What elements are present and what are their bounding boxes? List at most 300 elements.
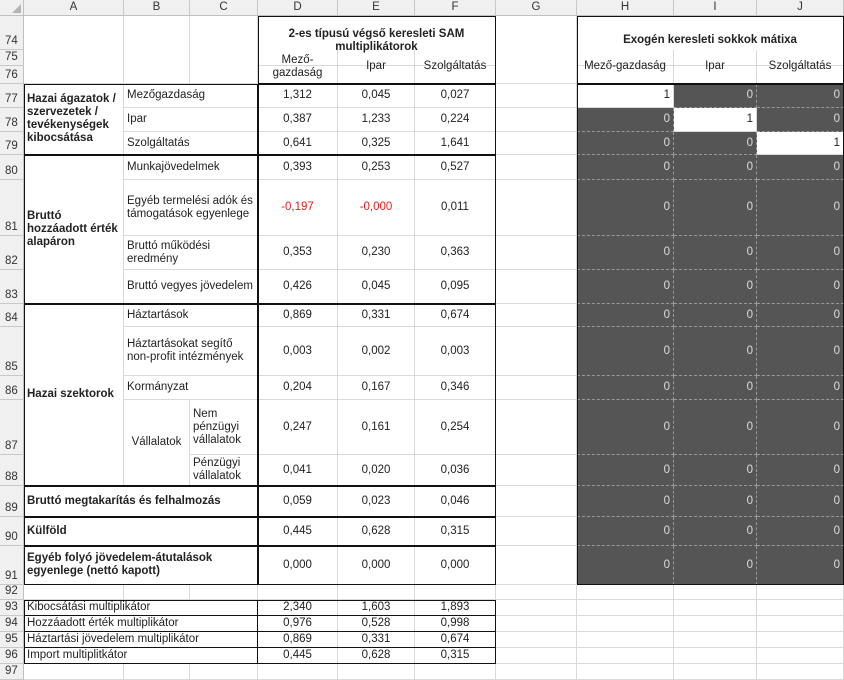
sam-value-r80-c2[interactable] xyxy=(415,155,496,180)
sam-value-r88-c1[interactable] xyxy=(338,455,415,486)
column-header-A[interactable] xyxy=(24,0,124,16)
sam-value-r88-c0-text: 0,041 xyxy=(283,463,312,476)
row-header-74[interactable] xyxy=(0,16,24,50)
cell-G84[interactable] xyxy=(496,304,577,327)
row-label-78[interactable] xyxy=(124,108,258,132)
cell-G74[interactable] xyxy=(496,16,577,84)
shock-value-r86-c1[interactable] xyxy=(674,376,757,400)
sam-value-r83-c1[interactable] xyxy=(338,270,415,304)
mult-value-2-0-text: 0,869 xyxy=(283,633,312,645)
shock-value-r81-c2[interactable] xyxy=(757,180,844,236)
sam-value-r87-c2[interactable] xyxy=(415,400,496,455)
cell-I95[interactable] xyxy=(674,632,757,648)
shock-value-r77-c2[interactable] xyxy=(757,84,844,108)
sam-value-r84-c0[interactable] xyxy=(258,304,338,327)
cell-A74[interactable] xyxy=(24,16,124,84)
row-header-79[interactable] xyxy=(0,132,24,155)
row-header-94[interactable] xyxy=(0,616,24,632)
row-header-91-text: 91 xyxy=(5,570,18,582)
row-header-82[interactable] xyxy=(0,236,24,270)
shock-value-r86-c0-text: 0 xyxy=(663,381,670,393)
mult-value-3-2-text: 0,315 xyxy=(440,649,470,661)
row-header-88-text: 88 xyxy=(5,471,18,483)
sam-col-head-2[interactable] xyxy=(415,50,496,84)
group-brutto[interactable] xyxy=(24,155,124,304)
cell-F97[interactable] xyxy=(415,664,496,680)
cell-H96[interactable] xyxy=(577,648,674,664)
shock-value-r81-c1[interactable] xyxy=(674,180,757,236)
sam-value-r77-c0-text: 1,312 xyxy=(283,89,312,101)
cell-G89[interactable] xyxy=(496,486,577,517)
shock-value-r81-c0-text: 0 xyxy=(663,201,670,213)
cell-H93[interactable] xyxy=(577,600,674,616)
sam-value-r90-c1[interactable] xyxy=(338,517,415,546)
sam-value-r78-c1[interactable] xyxy=(338,108,415,132)
row-header-91[interactable] xyxy=(0,546,24,585)
shock-value-r88-c0-text: 0 xyxy=(663,463,670,476)
cell-I92[interactable] xyxy=(674,585,757,600)
row-label-83-text: Bruttó vegyes jövedelem xyxy=(127,280,253,292)
group-hazai[interactable] xyxy=(24,84,124,155)
shock-value-r84-c2[interactable] xyxy=(757,304,844,327)
shock-value-r88-c2[interactable] xyxy=(757,455,844,486)
mult-value-1-0[interactable] xyxy=(258,616,338,632)
cell-H94[interactable] xyxy=(577,616,674,632)
group-hazai-text: Hazai ágazatok / szervezetek / tevékenységek kibocsátása xyxy=(27,93,116,144)
cell-J92[interactable] xyxy=(757,585,844,600)
row-header-90[interactable] xyxy=(0,517,24,546)
cell-G97[interactable] xyxy=(496,664,577,680)
column-header-B[interactable] xyxy=(124,0,190,16)
cell-G90[interactable] xyxy=(496,517,577,546)
shock-value-r85-c1-text: 0 xyxy=(746,344,753,357)
shock-value-r77-c1[interactable] xyxy=(674,84,757,108)
column-header-D[interactable] xyxy=(258,0,338,16)
row-header-77[interactable] xyxy=(0,84,24,108)
shock-value-r84-c1[interactable] xyxy=(674,304,757,327)
shock-value-r91-c2[interactable] xyxy=(757,546,844,585)
cell-B92[interactable] xyxy=(124,585,190,600)
shock-value-r86-c2[interactable] xyxy=(757,376,844,400)
shock-value-r77-c1-text: 0 xyxy=(746,89,753,101)
cell-G81[interactable] xyxy=(496,180,577,236)
row-label-88[interactable] xyxy=(190,455,258,486)
mult-value-1-2[interactable] xyxy=(415,616,496,632)
mult-value-3-1[interactable] xyxy=(338,648,415,664)
shock-value-r90-c2[interactable] xyxy=(757,517,844,546)
sam-title-text: 2-es típusú végső keresleti SAM multiplikátorok xyxy=(288,27,465,53)
row-header-95-text: 95 xyxy=(5,633,18,645)
shock-value-r85-c2[interactable] xyxy=(757,327,844,376)
cell-G77[interactable] xyxy=(496,84,577,108)
shock-value-r84-c2-text: 0 xyxy=(833,308,840,321)
sam-value-r89-c2[interactable] xyxy=(415,486,496,517)
shock-col-head-1[interactable] xyxy=(674,50,757,84)
cell-G78[interactable] xyxy=(496,108,577,132)
shock-value-r91-c1[interactable] xyxy=(674,546,757,585)
sam-value-r80-c1[interactable] xyxy=(338,155,415,180)
shock-value-r82-c0-text: 0 xyxy=(663,246,670,258)
cell-G86[interactable] xyxy=(496,376,577,400)
column-header-G-text: G xyxy=(531,1,541,13)
sam-value-r81-c2[interactable] xyxy=(415,180,496,236)
row-header-88[interactable] xyxy=(0,455,24,486)
sam-value-r87-c1-text: 0,161 xyxy=(361,420,391,433)
mult-value-0-1[interactable] xyxy=(338,600,415,616)
row-label-83[interactable] xyxy=(124,270,258,304)
sam-value-r86-c2-text: 0,346 xyxy=(440,381,470,393)
shock-value-r85-c1[interactable] xyxy=(674,327,757,376)
row-header-81[interactable] xyxy=(0,180,24,236)
shock-value-r83-c1[interactable] xyxy=(674,270,757,304)
sam-value-r91-c0-text: 0,000 xyxy=(283,558,312,571)
cell-J93[interactable] xyxy=(757,600,844,616)
cell-I97[interactable] xyxy=(674,664,757,680)
mult-value-3-2[interactable] xyxy=(415,648,496,664)
cell-J96[interactable] xyxy=(757,648,844,664)
sam-value-r91-c2-text: 0,000 xyxy=(440,558,470,571)
mult-value-0-1-text: 1,603 xyxy=(361,601,391,613)
row-header-84[interactable] xyxy=(0,304,24,327)
row-header-80[interactable] xyxy=(0,155,24,180)
row-header-94-text: 94 xyxy=(5,617,18,629)
shock-value-r79-c0[interactable] xyxy=(577,132,674,155)
group-kulfold[interactable] xyxy=(24,517,258,546)
label-vallalatok-text: Vállalatok xyxy=(131,436,182,448)
sam-value-r82-c1[interactable] xyxy=(338,236,415,270)
row-header-93[interactable] xyxy=(0,600,24,616)
shock-value-r80-c2-text: 0 xyxy=(833,160,840,173)
sam-value-r87-c1[interactable] xyxy=(338,400,415,455)
shock-value-r90-c0[interactable] xyxy=(577,517,674,546)
cell-A92[interactable] xyxy=(24,585,124,600)
row-label-85[interactable] xyxy=(124,327,258,376)
sam-value-r84-c2[interactable] xyxy=(415,304,496,327)
shock-value-r91-c0[interactable] xyxy=(577,546,674,585)
row-label-87[interactable] xyxy=(190,400,258,455)
mult-value-1-0-text: 0,976 xyxy=(283,617,312,629)
sam-value-r89-c0[interactable] xyxy=(258,486,338,517)
cell-G91[interactable] xyxy=(496,546,577,585)
shock-value-r88-c2-text: 0 xyxy=(833,463,840,476)
sam-value-r91-c1[interactable] xyxy=(338,546,415,585)
sam-value-r86-c2[interactable] xyxy=(415,376,496,400)
sam-value-r90-c2-text: 0,315 xyxy=(440,524,470,537)
row-header-76-text: 76 xyxy=(5,69,18,81)
mult-value-2-1[interactable] xyxy=(338,632,415,648)
shock-value-r78-c0[interactable] xyxy=(577,108,674,132)
cell-G92[interactable] xyxy=(496,585,577,600)
row-label-77[interactable] xyxy=(124,84,258,108)
cell-E92[interactable] xyxy=(338,585,415,600)
cell-G79[interactable] xyxy=(496,132,577,155)
sam-value-r84-c1[interactable] xyxy=(338,304,415,327)
sam-value-r83-c2[interactable] xyxy=(415,270,496,304)
cell-I96[interactable] xyxy=(674,648,757,664)
cell-D97[interactable] xyxy=(258,664,338,680)
row-label-81[interactable] xyxy=(124,180,258,236)
group-egyeb-text: Egyéb folyó jövedelem-átutalások egyenlege (nettó kapott) xyxy=(27,552,213,577)
cell-C92[interactable] xyxy=(190,585,258,600)
shock-value-r77-c2-text: 0 xyxy=(833,89,840,101)
mult-value-0-0-text: 2,340 xyxy=(283,601,312,613)
mult-label-0[interactable] xyxy=(24,600,258,616)
shock-value-r83-c0-text: 0 xyxy=(663,280,670,292)
sam-value-r88-c0[interactable] xyxy=(258,455,338,486)
cell-F92[interactable] xyxy=(415,585,496,600)
cell-G87[interactable] xyxy=(496,400,577,455)
row-header-92-text: 92 xyxy=(5,585,18,597)
group-szektorok-text: Hazai szektorok xyxy=(27,388,114,400)
cell-J94[interactable] xyxy=(757,616,844,632)
cell-G83[interactable] xyxy=(496,270,577,304)
column-header-J[interactable] xyxy=(757,0,844,16)
mult-value-3-0[interactable] xyxy=(258,648,338,664)
sam-value-r81-c1[interactable] xyxy=(338,180,415,236)
cell-G96[interactable] xyxy=(496,648,577,664)
mult-value-1-1[interactable] xyxy=(338,616,415,632)
shock-value-r86-c0[interactable] xyxy=(577,376,674,400)
shock-value-r81-c1-text: 0 xyxy=(746,201,753,213)
column-header-A-text: A xyxy=(69,1,78,13)
shock-value-r87-c2[interactable] xyxy=(757,400,844,455)
shock-value-r79-c2[interactable] xyxy=(757,132,844,155)
mult-value-2-0[interactable] xyxy=(258,632,338,648)
row-header-75-text: 75 xyxy=(5,51,18,63)
sam-value-r90-c0[interactable] xyxy=(258,517,338,546)
row-header-82-text: 82 xyxy=(5,255,18,267)
sam-value-r91-c2[interactable] xyxy=(415,546,496,585)
sam-value-r86-c0[interactable] xyxy=(258,376,338,400)
row-header-95[interactable] xyxy=(0,632,24,648)
cell-E97[interactable] xyxy=(338,664,415,680)
sam-value-r83-c0[interactable] xyxy=(258,270,338,304)
sam-value-r84-c1-text: 0,331 xyxy=(361,308,391,321)
row-label-84[interactable] xyxy=(124,304,258,327)
cell-I93[interactable] xyxy=(674,600,757,616)
shock-col-head-1-text: Ipar xyxy=(705,60,725,72)
mult-label-3[interactable] xyxy=(24,648,258,664)
shock-value-r89-c1[interactable] xyxy=(674,486,757,517)
row-header-92[interactable] xyxy=(0,585,24,600)
row-header-75[interactable] xyxy=(0,50,24,66)
shock-value-r87-c0[interactable] xyxy=(577,400,674,455)
row-header-96-text: 96 xyxy=(5,649,18,661)
group-egyeb[interactable] xyxy=(24,546,258,585)
row-header-85[interactable] xyxy=(0,327,24,376)
shock-value-r84-c0[interactable] xyxy=(577,304,674,327)
select-all-corner[interactable] xyxy=(0,0,24,16)
group-felhalmozas[interactable] xyxy=(24,486,258,517)
column-header-F[interactable] xyxy=(415,0,496,16)
sam-value-r79-c0[interactable] xyxy=(258,132,338,155)
sam-value-r86-c1[interactable] xyxy=(338,376,415,400)
sam-value-r91-c0[interactable] xyxy=(258,546,338,585)
shock-title-text: Exogén keresleti sokkok mátixa xyxy=(623,34,797,46)
sam-value-r85-c2[interactable] xyxy=(415,327,496,376)
shock-value-r89-c2[interactable] xyxy=(757,486,844,517)
sam-value-r85-c0[interactable] xyxy=(258,327,338,376)
sam-value-r79-c1[interactable] xyxy=(338,132,415,155)
cell-I94[interactable] xyxy=(674,616,757,632)
row-header-77-text: 77 xyxy=(5,93,18,105)
sam-value-r85-c1[interactable] xyxy=(338,327,415,376)
shock-value-r78-c2[interactable] xyxy=(757,108,844,132)
column-header-G[interactable] xyxy=(496,0,577,16)
shock-value-r90-c1[interactable] xyxy=(674,517,757,546)
column-header-E-text: E xyxy=(372,1,380,13)
cell-J97[interactable] xyxy=(757,664,844,680)
mult-label-0-text: Kibocsátási multiplikátor xyxy=(27,601,151,613)
sam-value-r89-c1[interactable] xyxy=(338,486,415,517)
shock-value-r88-c0[interactable] xyxy=(577,455,674,486)
shock-value-r85-c0[interactable] xyxy=(577,327,674,376)
shock-value-r91-c1-text: 0 xyxy=(746,558,753,571)
row-header-81-text: 81 xyxy=(5,221,18,233)
shock-col-head-2[interactable] xyxy=(757,50,844,84)
shock-value-r89-c0[interactable] xyxy=(577,486,674,517)
cell-H92[interactable] xyxy=(577,585,674,600)
sam-value-r77-c1[interactable] xyxy=(338,84,415,108)
sam-value-r83-c1-text: 0,045 xyxy=(361,280,391,292)
row-header-96[interactable] xyxy=(0,648,24,664)
shock-value-r84-c1-text: 0 xyxy=(746,308,753,321)
shock-value-r80-c0[interactable] xyxy=(577,155,674,180)
shock-value-r87-c1[interactable] xyxy=(674,400,757,455)
shock-value-r90-c1-text: 0 xyxy=(746,524,753,537)
shock-value-r82-c1[interactable] xyxy=(674,236,757,270)
sam-value-r91-c1-text: 0,000 xyxy=(361,558,391,571)
sam-value-r80-c0[interactable] xyxy=(258,155,338,180)
sam-value-r84-c0-text: 0,869 xyxy=(283,308,312,321)
row-header-89[interactable] xyxy=(0,486,24,517)
group-szektorok[interactable] xyxy=(24,304,124,486)
shock-value-r88-c1[interactable] xyxy=(674,455,757,486)
row-header-86[interactable] xyxy=(0,376,24,400)
mult-value-0-0[interactable] xyxy=(258,600,338,616)
sam-value-r82-c2[interactable] xyxy=(415,236,496,270)
mult-label-2[interactable] xyxy=(24,632,258,648)
label-vallalatok[interactable] xyxy=(124,400,190,486)
sam-value-r84-c2-text: 0,674 xyxy=(440,308,470,321)
mult-value-2-2[interactable] xyxy=(415,632,496,648)
shock-value-r83-c0[interactable] xyxy=(577,270,674,304)
cell-C74[interactable] xyxy=(190,16,258,84)
shock-value-r81-c0[interactable] xyxy=(577,180,674,236)
column-header-H[interactable] xyxy=(577,0,674,16)
cell-G80[interactable] xyxy=(496,155,577,180)
row-label-88-text: Pénzügyi vállalatok xyxy=(193,457,241,482)
shock-value-r82-c0[interactable] xyxy=(577,236,674,270)
row-header-83[interactable] xyxy=(0,270,24,304)
sam-col-head-0[interactable] xyxy=(258,50,338,84)
row-header-80-text: 80 xyxy=(5,165,18,177)
sam-value-r78-c2[interactable] xyxy=(415,108,496,132)
sam-col-head-1[interactable] xyxy=(338,50,415,84)
row-header-76[interactable] xyxy=(0,66,24,84)
column-header-I[interactable] xyxy=(674,0,757,16)
row-label-86-text: Kormányzat xyxy=(127,381,189,393)
shock-value-r80-c2[interactable] xyxy=(757,155,844,180)
shock-value-r89-c2-text: 0 xyxy=(833,494,840,507)
column-header-C[interactable] xyxy=(190,0,258,16)
shock-value-r77-c0[interactable] xyxy=(577,84,674,108)
row-label-82[interactable] xyxy=(124,236,258,270)
shock-value-r91-c2-text: 0 xyxy=(833,558,840,571)
sam-value-r79-c2[interactable] xyxy=(415,132,496,155)
cell-D92[interactable] xyxy=(258,585,338,600)
row-header-89-text: 89 xyxy=(5,502,18,514)
cell-G82[interactable] xyxy=(496,236,577,270)
row-label-79[interactable] xyxy=(124,132,258,155)
cell-G93[interactable] xyxy=(496,600,577,616)
sam-value-r89-c1-text: 0,023 xyxy=(361,494,391,507)
shock-value-r90-c0-text: 0 xyxy=(663,524,670,537)
shock-value-r78-c2-text: 0 xyxy=(833,113,840,125)
mult-value-0-2[interactable] xyxy=(415,600,496,616)
mult-value-0-2-text: 1,893 xyxy=(440,601,470,613)
shock-value-r84-c0-text: 0 xyxy=(663,308,670,321)
sam-value-r77-c1-text: 0,045 xyxy=(361,89,391,101)
cell-G94[interactable] xyxy=(496,616,577,632)
sam-value-r79-c1-text: 0,325 xyxy=(361,136,391,149)
shock-value-r80-c1[interactable] xyxy=(674,155,757,180)
cell-H95[interactable] xyxy=(577,632,674,648)
shock-value-r85-c2-text: 0 xyxy=(833,344,840,357)
cell-J95[interactable] xyxy=(757,632,844,648)
shock-col-head-0[interactable] xyxy=(577,50,674,84)
cell-B74[interactable] xyxy=(124,16,190,84)
shock-value-r81-c2-text: 0 xyxy=(833,201,840,213)
cell-G95[interactable] xyxy=(496,632,577,648)
sam-value-r90-c2[interactable] xyxy=(415,517,496,546)
row-header-97[interactable] xyxy=(0,664,24,680)
row-header-87[interactable] xyxy=(0,400,24,455)
row-label-80[interactable] xyxy=(124,155,258,180)
shock-value-r79-c1[interactable] xyxy=(674,132,757,155)
mult-label-1[interactable] xyxy=(24,616,258,632)
cell-G85[interactable] xyxy=(496,327,577,376)
cell-A97[interactable] xyxy=(24,664,124,680)
sam-value-r87-c0[interactable] xyxy=(258,400,338,455)
row-header-78[interactable] xyxy=(0,108,24,132)
shock-value-r82-c2[interactable] xyxy=(757,236,844,270)
mult-label-3-text: Import multiplitkátor xyxy=(27,649,128,661)
sam-value-r77-c0[interactable] xyxy=(258,84,338,108)
row-label-86[interactable] xyxy=(124,376,258,400)
sam-value-r88-c2[interactable] xyxy=(415,455,496,486)
shock-value-r83-c2[interactable] xyxy=(757,270,844,304)
row-header-78-text: 78 xyxy=(5,117,18,129)
sam-value-r80-c1-text: 0,253 xyxy=(361,160,391,173)
cell-G88[interactable] xyxy=(496,455,577,486)
shock-value-r78-c1[interactable] xyxy=(674,108,757,132)
shock-value-r78-c1-text: 1 xyxy=(746,113,753,125)
column-header-E[interactable] xyxy=(338,0,415,16)
sam-value-r77-c2[interactable] xyxy=(415,84,496,108)
cell-C97[interactable] xyxy=(190,664,258,680)
sam-value-r82-c2-text: 0,363 xyxy=(440,246,470,258)
shock-value-r86-c1-text: 0 xyxy=(746,381,753,393)
shock-value-r87-c0-text: 0 xyxy=(663,420,670,433)
sam-value-r80-c0-text: 0,393 xyxy=(283,160,312,173)
shock-value-r83-c1-text: 0 xyxy=(746,280,753,292)
sam-value-r81-c0[interactable] xyxy=(258,180,338,236)
cell-B97[interactable] xyxy=(124,664,190,680)
sam-value-r78-c0[interactable] xyxy=(258,108,338,132)
sam-value-r82-c0[interactable] xyxy=(258,236,338,270)
cell-H97[interactable] xyxy=(577,664,674,680)
